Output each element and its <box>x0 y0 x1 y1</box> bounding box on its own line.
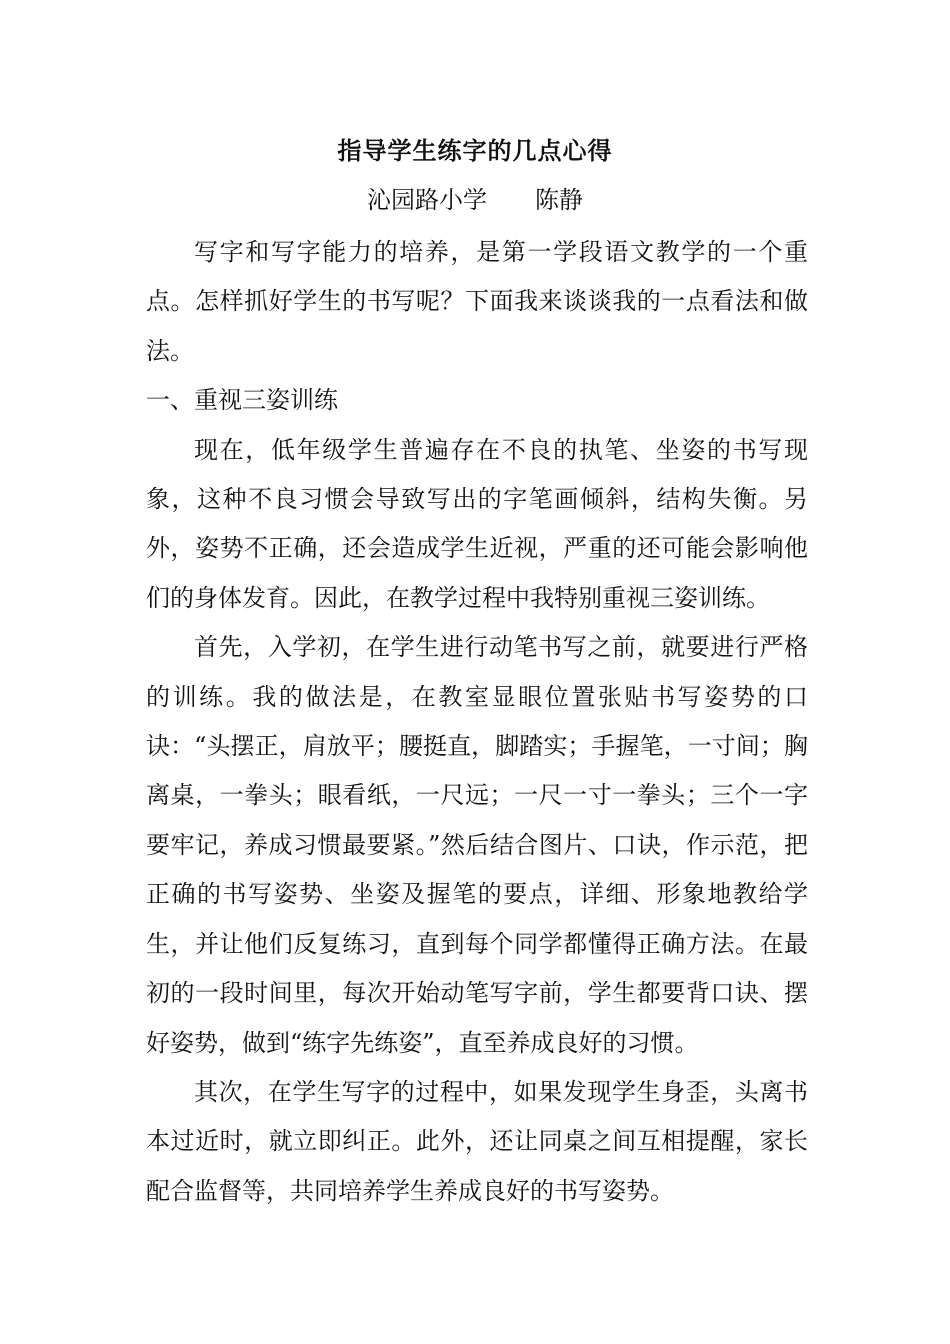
paragraph: 其次，在学生写字的过程中，如果发现学生身歪，头离书本过近时，就立即纠正。此外，还让同桌之间互相提醒，家长配合监督等，共同培养学生养成良好的书写姿势。 <box>146 1077 808 1205</box>
paragraph: 现在，低年级学生普遍存在不良的执笔、坐姿的书写现象，这种不良习惯会导致写出的字笔画倾斜，结构失衡。另外，姿势不正确，还会造成学生近视，严重的还可能会影响他们的身体发育。因此，在教学过程中我特别重视三姿训练。 <box>146 435 808 612</box>
document-body <box>146 228 808 1216</box>
document-title: 指导学生练字的几点心得 <box>337 137 613 165</box>
section-heading: 一、重视三姿训练 <box>146 386 338 415</box>
paragraph: 首先，入学初，在学生进行动笔书写之前，就要进行严格的训练。我的做法是，在教室显眼位置张贴书写姿势的口诀：“头摆正，肩放平；腰挺直，脚踏实；手握笔，一寸间；胸离桌，一拳头；眼看纸，一尺远；一尺一寸一拳头；三个一字要牢记，养成习惯最要紧。”然后结合图片、口诀，作示范，把正确的书写姿势、坐姿及握笔的要点，详细、形象地教给学生，并让他们反复练习，直到每个同学都懂得正确方法。在最初的一段时间里，每次开始动笔写字前，学生都要背口诀、摆好姿势，做到“练字先练姿”，直至养成良好的习惯。 <box>146 633 808 1057</box>
author-name: 陈静 <box>535 186 583 214</box>
paragraph-intro: 写字和写字能力的培养，是第一学段语文教学的一个重点。怎样抓好学生的书写呢？下面我来谈谈我的一点看法和做法。 <box>146 238 808 365</box>
byline <box>0 183 950 217</box>
school-name: 沁园路小学 <box>367 186 487 214</box>
